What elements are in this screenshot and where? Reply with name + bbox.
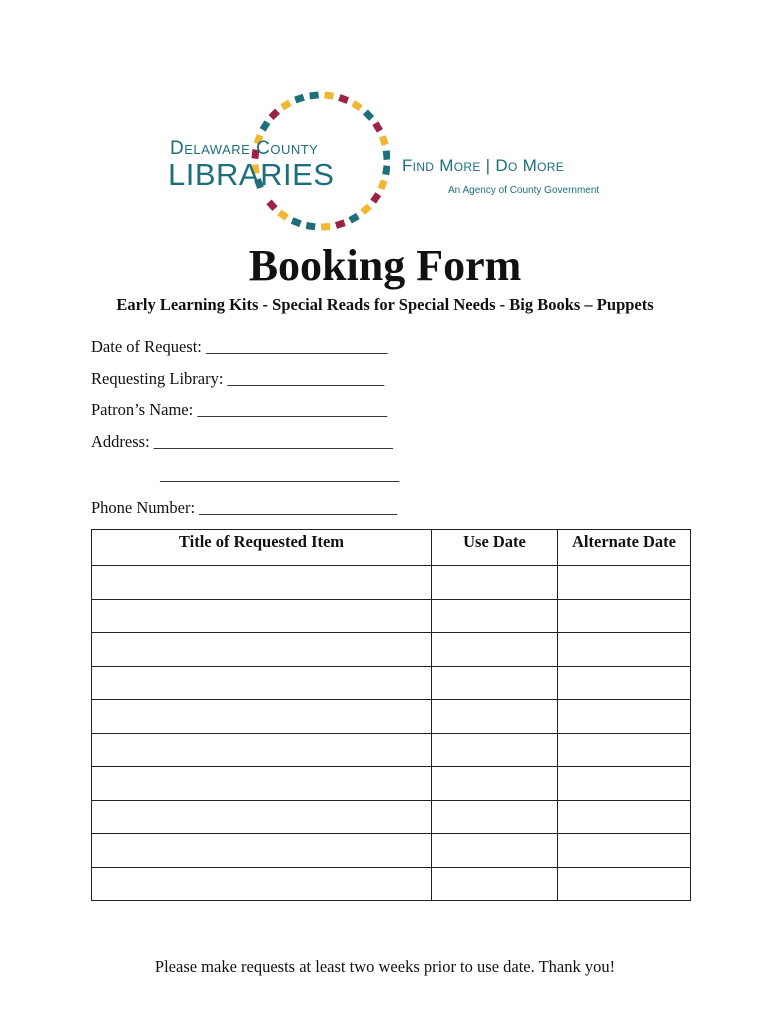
table-header-row (92, 530, 691, 566)
title-cell[interactable] (92, 666, 432, 700)
phone-number-field[interactable]: Phone Number: ________________________ (91, 498, 398, 517)
logo-ring-square (378, 179, 388, 190)
logo-tagline: Find More | Do More (402, 156, 564, 175)
table-row (92, 767, 691, 801)
logo-agency: An Agency of County Government (448, 185, 600, 196)
logo-ring-square (363, 110, 374, 121)
requesting-library-field[interactable]: Requesting Library: ___________________ (91, 369, 385, 388)
logo-ring-square (338, 94, 349, 104)
header-use-date: Use Date (432, 530, 558, 566)
alternate-date-cell[interactable] (558, 867, 691, 901)
logo-ring-square (321, 223, 330, 231)
logo-name-line1: Delaware County (170, 138, 319, 159)
alternate-date-cell[interactable] (558, 599, 691, 633)
alternate-date-cell[interactable] (558, 834, 691, 868)
use-date-cell[interactable] (432, 867, 558, 901)
patrons-name-field[interactable]: Patron’s Name: _______________________ (91, 400, 388, 419)
logo-ring-square (379, 135, 388, 146)
alternate-date-cell[interactable] (558, 566, 691, 600)
table-row (92, 733, 691, 767)
date-of-request-field[interactable]: Date of Request: ______________________ (91, 337, 388, 356)
title-cell[interactable] (92, 767, 432, 801)
alternate-date-cell[interactable] (558, 633, 691, 667)
logo-ring-square (382, 165, 390, 175)
logo-ring-square (277, 210, 288, 221)
logo-ring-square (351, 100, 362, 111)
title-cell[interactable] (92, 733, 432, 767)
alternate-date-cell[interactable] (558, 800, 691, 834)
use-date-cell[interactable] (432, 566, 558, 600)
table-row (92, 700, 691, 734)
logo-ring-square (370, 192, 381, 203)
form-subtitle: Early Learning Kits - Special Reads for Special Needs - Big Books – Puppets (116, 295, 654, 314)
header-title-of-requested-item: Title of Requested Item (92, 530, 432, 566)
title-cell[interactable] (92, 566, 432, 600)
title-cell[interactable] (92, 633, 432, 667)
logo-ring-square (291, 217, 302, 227)
logo-ring-square (383, 150, 390, 160)
form-title: Booking Form (248, 241, 522, 290)
logo-ring-square (269, 109, 280, 120)
table-row (92, 800, 691, 834)
address-field[interactable]: Address: _____________________________ (91, 432, 394, 451)
footer-note: Please make requests at least two weeks prior to use date. Thank you! (154, 957, 616, 976)
logo-ring-square (294, 94, 305, 104)
header-alternate-date: Alternate Date (558, 530, 691, 566)
title-cell[interactable] (92, 700, 432, 734)
alternate-date-cell[interactable] (558, 767, 691, 801)
logo-ring-square (360, 204, 371, 215)
title-cell[interactable] (92, 599, 432, 633)
logo-ring-square (335, 219, 346, 228)
table-row (92, 867, 691, 901)
logo-ring-square (280, 100, 291, 111)
logo-ring-square (372, 121, 383, 132)
logo-ring-square (309, 91, 319, 99)
address-line2-field[interactable]: _____________________________ (160, 465, 400, 484)
alternate-date-cell[interactable] (558, 666, 691, 700)
use-date-cell[interactable] (432, 633, 558, 667)
title-cell[interactable] (92, 867, 432, 901)
alternate-date-cell[interactable] (558, 700, 691, 734)
use-date-cell[interactable] (432, 800, 558, 834)
logo-ring-square (324, 91, 334, 99)
use-date-cell[interactable] (432, 599, 558, 633)
table-row (92, 834, 691, 868)
use-date-cell[interactable] (432, 767, 558, 801)
logo-ring-square (306, 222, 316, 230)
logo-ring-square (260, 120, 271, 131)
table-row (92, 566, 691, 600)
title-cell[interactable] (92, 834, 432, 868)
library-logo (160, 86, 620, 236)
table-row (92, 599, 691, 633)
use-date-cell[interactable] (432, 700, 558, 734)
alternate-date-cell[interactable] (558, 733, 691, 767)
requested-items-table (91, 529, 691, 901)
title-cell[interactable] (92, 800, 432, 834)
table-row (92, 633, 691, 667)
use-date-cell[interactable] (432, 733, 558, 767)
use-date-cell[interactable] (432, 834, 558, 868)
logo-name-line2: LIBRARIES (168, 157, 335, 192)
use-date-cell[interactable] (432, 666, 558, 700)
table-row (92, 666, 691, 700)
logo-ring-square (348, 213, 359, 224)
logo-ring-square (266, 200, 277, 211)
